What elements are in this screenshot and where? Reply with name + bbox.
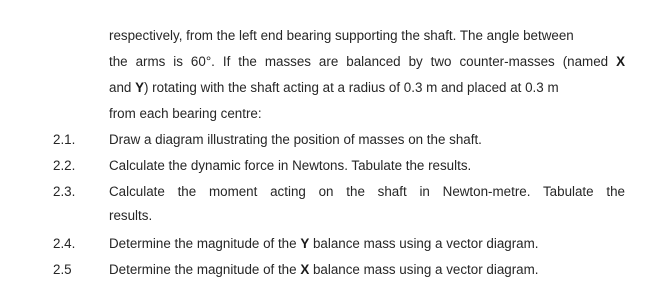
item-text: [109, 262, 539, 278]
mass-x-label: X: [616, 54, 625, 69]
intro-line-4: from each bearing centre:: [109, 106, 262, 121]
item-text: Calculate the moment acting on the shaft in Newton-metre. Tabulate the: [109, 184, 625, 199]
item-text: Calculate the dynamic force in Newtons. Tabulate the results.: [109, 158, 472, 173]
intro-line-3-text-c: ) rotating with the shaft acting at a radius of 0.3 m and placed at 0.3 m: [144, 80, 559, 95]
mass-y-label: Y: [135, 80, 144, 95]
item-number: 2.2.: [53, 158, 76, 173]
intro-line-3: [109, 80, 559, 96]
item-text-continuation: results.: [109, 208, 153, 223]
item-text-a: Determine the magnitude of the: [109, 236, 301, 251]
mass-y-label: Y: [300, 236, 310, 251]
intro-line-1: respectively, from the left end bearing supporting the shaft. The angle between: [109, 28, 574, 43]
item-number: 2.5: [53, 262, 72, 277]
item-text-a: Determine the magnitude of the: [109, 262, 301, 277]
intro-line-2-text: the arms is 60°. If the masses are balanced by two counter-masses (named: [109, 54, 617, 69]
intro-line-2: [109, 54, 625, 70]
item-text: [109, 236, 539, 252]
item-number: 2.1.: [53, 132, 76, 147]
mass-x-label: X: [300, 262, 310, 277]
item-number: 2.3.: [53, 184, 76, 199]
item-text: Draw a diagram illustrating the position of masses on the shaft.: [109, 132, 482, 147]
item-text-c: balance mass using a vector diagram.: [309, 236, 539, 251]
intro-line-3-text-a: and: [109, 80, 136, 95]
item-number: 2.4.: [53, 236, 76, 251]
item-text-c: balance mass using a vector diagram.: [309, 262, 539, 277]
